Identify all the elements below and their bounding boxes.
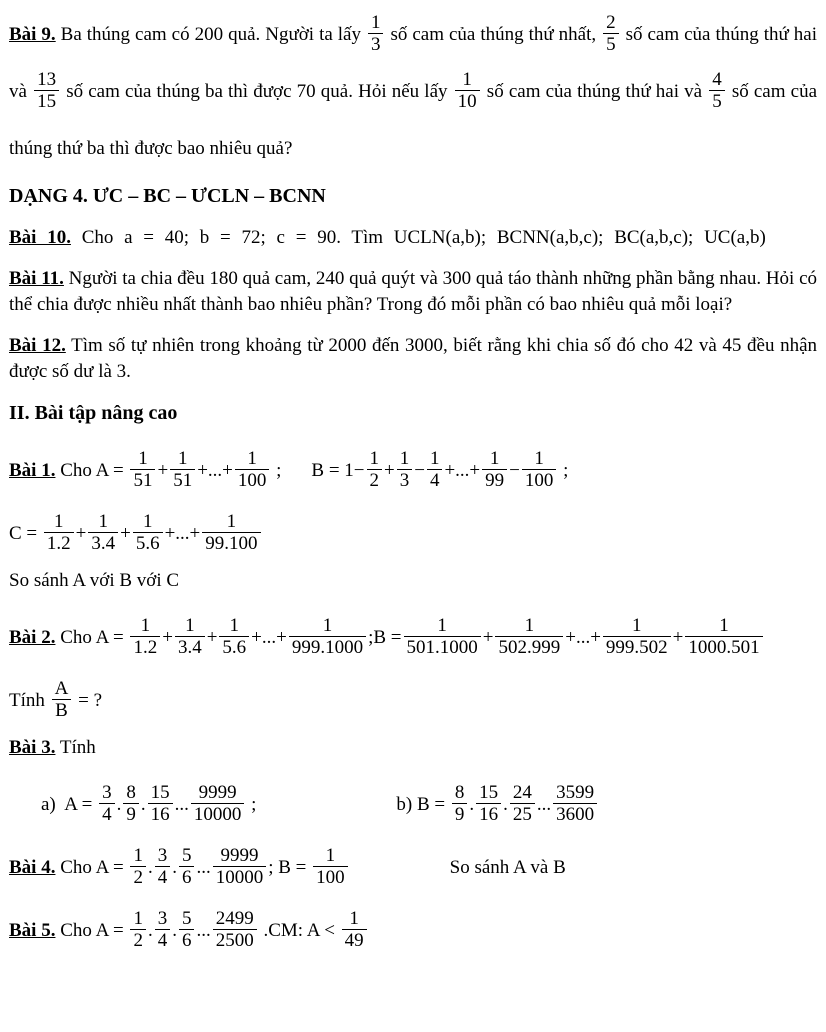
- problem-paragraph: [9, 266, 817, 318]
- fraction-denominator: 2: [133, 867, 143, 889]
- fraction-denominator: 6: [181, 867, 192, 889]
- spacer: [256, 809, 396, 810]
- fraction-denominator: 9: [454, 804, 465, 826]
- text-run: Người ta chia đều 180 quả cam, 240 quả quýt và 300 quả táo thành những phần bằng nhau. Hỏi có thể chia được nhiều nhất thành bao nhiêu phần? Trong đó mỗi phần có bao nhiêu quả mỗi loại?: [9, 268, 818, 315]
- fraction-denominator: 2: [133, 930, 143, 952]
- fraction-numerator: A: [52, 678, 72, 700]
- fraction: [130, 845, 146, 889]
- text-run: .: [172, 920, 177, 941]
- fraction-numerator: 1: [219, 615, 249, 637]
- fraction-numerator: 5: [179, 908, 195, 930]
- paragraph: [9, 672, 817, 729]
- fraction-denominator: 9: [126, 804, 136, 826]
- fraction-numerator: 1: [482, 448, 507, 470]
- fraction-numerator: 1: [313, 845, 348, 867]
- fraction: [397, 448, 413, 492]
- fraction: [603, 615, 671, 659]
- problem-label: Bài 3.: [9, 737, 56, 758]
- text-run: +: [384, 460, 395, 481]
- problem-paragraph: [9, 442, 817, 499]
- fraction-denominator: 999.502: [605, 637, 668, 659]
- paragraph: [9, 568, 817, 594]
- fraction: [52, 678, 72, 722]
- fraction-denominator: 4: [102, 804, 112, 826]
- fraction-numerator: 1: [522, 448, 557, 470]
- fraction-numerator: 8: [452, 782, 468, 804]
- fraction-numerator: 1: [367, 448, 383, 470]
- fraction-numerator: 1: [130, 908, 146, 930]
- fraction: [44, 511, 74, 555]
- text-run: .: [116, 794, 122, 815]
- fraction: [367, 448, 383, 492]
- fraction-numerator: 9999: [213, 845, 267, 867]
- section-heading: II. Bài tập nâng cao: [9, 402, 178, 424]
- spacer: [281, 475, 311, 476]
- text-run: Cho A =: [55, 920, 129, 941]
- fraction: [155, 908, 171, 952]
- fraction: [452, 782, 468, 826]
- fraction-numerator: 1: [235, 448, 270, 470]
- fraction: [191, 782, 245, 826]
- text-run: .: [147, 857, 153, 878]
- fraction-numerator: 1: [289, 615, 366, 637]
- fraction: [522, 448, 557, 492]
- fraction-numerator: 1: [397, 448, 413, 470]
- fraction: [99, 782, 115, 826]
- fraction: [179, 845, 195, 889]
- fraction: [603, 12, 619, 56]
- fraction-numerator: 1: [130, 845, 146, 867]
- text-run: ;: [271, 460, 282, 481]
- text-run: So sánh A và B: [449, 857, 566, 878]
- fraction-denominator: 1.2: [133, 637, 158, 659]
- text-run: .: [469, 794, 475, 815]
- text-run: số cam của thúng thứ hai và: [9, 24, 817, 102]
- fraction-numerator: 1: [44, 511, 74, 533]
- text-run: Tính: [9, 690, 50, 711]
- fraction-denominator: 100: [524, 470, 554, 492]
- fraction-numerator: 1: [202, 511, 260, 533]
- problem-paragraph: [9, 333, 817, 385]
- problem-label: Bài 5.: [9, 920, 56, 941]
- fraction-numerator: 1: [88, 511, 118, 533]
- fraction-numerator: 8: [123, 782, 139, 804]
- problem-paragraph: [9, 6, 817, 177]
- text-run: ;: [246, 794, 257, 815]
- fraction-denominator: 4: [157, 867, 168, 889]
- text-run: Ba thúng cam có 200 quả. Người ta lấy: [55, 24, 366, 45]
- fraction-numerator: 3: [155, 845, 171, 867]
- text-run: +...+: [197, 460, 233, 481]
- paragraph: [9, 776, 817, 833]
- text-run: So sánh A với B với C: [9, 570, 180, 591]
- text-run: +...+: [251, 627, 287, 648]
- fraction: [495, 615, 563, 659]
- text-run: ...: [196, 920, 211, 941]
- text-run: .: [140, 794, 146, 815]
- fraction: [368, 12, 384, 56]
- fraction-denominator: 5: [712, 91, 722, 113]
- text-run: ; B =: [268, 857, 312, 878]
- fraction-denominator: 501.1000: [406, 637, 478, 659]
- text-run: Cho A =: [55, 627, 129, 648]
- problem-label: Bài 11.: [9, 268, 64, 289]
- fraction-denominator: 10: [457, 91, 477, 113]
- fraction: [219, 615, 249, 659]
- fraction: [313, 845, 348, 889]
- fraction-numerator: 1: [368, 12, 384, 34]
- fraction-denominator: B: [55, 700, 68, 722]
- problem-label: Bài 9.: [9, 24, 56, 45]
- fraction-numerator: 2: [603, 12, 619, 34]
- fraction: [148, 782, 173, 826]
- fraction-numerator: 2499: [213, 908, 257, 930]
- fraction: [133, 511, 163, 555]
- text-run: số cam của thúng thứ ba thì được bao nhiêu quả?: [9, 81, 818, 159]
- fraction-denominator: 99.100: [205, 533, 258, 555]
- text-run: .: [172, 857, 177, 878]
- text-run: +: [120, 523, 131, 544]
- problem-label: Bài 1.: [9, 460, 56, 481]
- text-run: +: [206, 627, 218, 648]
- fraction-numerator: 4: [709, 69, 725, 91]
- fraction-denominator: 999.1000: [291, 637, 364, 659]
- fraction: [455, 69, 480, 113]
- fraction-numerator: 1: [342, 908, 367, 930]
- text-run: số cam của thúng thứ nhất,: [385, 24, 602, 45]
- fraction-numerator: 1: [685, 615, 762, 637]
- text-run: −: [414, 460, 425, 481]
- text-run: +: [157, 460, 169, 481]
- text-run: Cho a = 40; b = 72; c = 90. Tìm UCLN(a,b); BCNN(a,b,c); BC(a,b,c); UC(a,b): [70, 227, 766, 248]
- problem-label: Bài 2.: [9, 627, 56, 648]
- fraction: [476, 782, 501, 826]
- fraction-numerator: 1: [455, 69, 480, 91]
- fraction-denominator: 3600: [556, 804, 595, 826]
- fraction: [289, 615, 366, 659]
- fraction-denominator: 502.999: [498, 637, 561, 659]
- text-run: +: [482, 627, 494, 648]
- fraction: [123, 782, 139, 826]
- fraction-denominator: 3.4: [177, 637, 202, 659]
- fraction-denominator: 25: [512, 804, 532, 826]
- text-run: Cho A =: [55, 460, 129, 481]
- fraction: [202, 511, 260, 555]
- fraction-denominator: 99: [485, 470, 505, 492]
- fraction-numerator: 24: [510, 782, 535, 804]
- fraction-denominator: 1000.501: [688, 637, 760, 659]
- fraction-denominator: 5.6: [222, 637, 247, 659]
- fraction-numerator: 1: [495, 615, 563, 637]
- text-run: ;B =: [368, 627, 402, 648]
- document-body: [9, 6, 817, 959]
- text-run: +...+: [164, 523, 201, 544]
- problem-label: Bài 12.: [9, 335, 66, 356]
- text-run: .: [147, 920, 153, 941]
- fraction: [553, 782, 597, 826]
- fraction-denominator: 16: [479, 804, 499, 826]
- fraction-denominator: 5: [606, 34, 616, 56]
- fraction-numerator: 9999: [191, 782, 245, 804]
- fraction-denominator: 10000: [193, 804, 242, 826]
- fraction: [88, 511, 118, 555]
- paragraph: [9, 505, 817, 562]
- fraction: [175, 615, 205, 659]
- text-run: B = 1−: [311, 460, 365, 481]
- fraction: [235, 448, 270, 492]
- text-run: .: [503, 794, 508, 815]
- fraction-numerator: 1: [175, 615, 205, 637]
- fraction: [510, 782, 535, 826]
- fraction: [213, 908, 257, 952]
- text-run: Tìm số tự nhiên trong khoảng từ 2000 đến 3000, biết rằng khi chia số đó cho 42 và 45 đều nhận được số dư là 3.: [9, 335, 818, 382]
- fraction: [170, 448, 195, 492]
- fraction-numerator: 5: [179, 845, 195, 867]
- fraction: [130, 448, 155, 492]
- text-run: ...: [536, 794, 552, 815]
- fraction-denominator: 1.2: [46, 533, 71, 555]
- fraction-denominator: 2: [369, 470, 380, 492]
- fraction: [155, 845, 171, 889]
- fraction-denominator: 6: [181, 930, 192, 952]
- text-run: số cam của thúng ba thì được 70 quả. Hỏi nếu lấy: [61, 81, 453, 102]
- fraction-denominator: 3: [399, 470, 410, 492]
- section-heading: DẠNG 4. ƯC – BC – ƯCLN – BCNN: [9, 185, 326, 207]
- text-run: ...: [196, 857, 211, 878]
- fraction: [130, 615, 160, 659]
- fraction: [427, 448, 443, 492]
- text-run: ...: [174, 794, 189, 815]
- fraction: [213, 845, 267, 889]
- text-run: = ?: [73, 690, 103, 711]
- problem-paragraph: [9, 902, 817, 959]
- fraction: [342, 908, 367, 952]
- text-run: b) B =: [396, 794, 450, 815]
- fraction-numerator: 1: [404, 615, 481, 637]
- fraction-numerator: 3: [155, 908, 171, 930]
- fraction-denominator: 51: [173, 470, 193, 492]
- fraction: [709, 69, 725, 113]
- problem-paragraph: [9, 225, 817, 251]
- text-run: +: [672, 627, 684, 648]
- fraction-numerator: 1: [427, 448, 443, 470]
- fraction: [482, 448, 507, 492]
- fraction-denominator: 4: [157, 930, 168, 952]
- fraction-denominator: 5.6: [135, 533, 160, 555]
- text-run: C =: [9, 523, 42, 544]
- problem-paragraph: [9, 609, 817, 666]
- problem-paragraph: [9, 839, 817, 896]
- text-run: +...+: [565, 627, 601, 648]
- fraction: [34, 69, 59, 113]
- text-run: +...+: [444, 460, 481, 481]
- fraction-denominator: 4: [429, 470, 440, 492]
- fraction-denominator: 49: [344, 930, 364, 952]
- fraction: [130, 908, 146, 952]
- fraction-numerator: 1: [170, 448, 195, 470]
- fraction-denominator: 100: [237, 470, 267, 492]
- spacer: [350, 872, 450, 873]
- fraction-denominator: 3: [370, 34, 381, 56]
- fraction-denominator: 16: [150, 804, 170, 826]
- fraction: [685, 615, 762, 659]
- text-run: Tính: [55, 737, 96, 758]
- fraction-denominator: 15: [37, 91, 57, 113]
- fraction-numerator: 1: [130, 615, 160, 637]
- fraction-denominator: 100: [316, 867, 345, 889]
- fraction-numerator: 3: [99, 782, 115, 804]
- text-run: số cam của thúng thứ hai và: [481, 81, 708, 102]
- text-run: Cho A =: [55, 857, 129, 878]
- fraction-numerator: 1: [130, 448, 155, 470]
- text-run: +: [75, 523, 87, 544]
- problem-label: Bài 10.: [9, 227, 71, 248]
- fraction-numerator: 1: [603, 615, 671, 637]
- text-run: a) A =: [41, 794, 98, 815]
- fraction-numerator: 3599: [553, 782, 597, 804]
- fraction-numerator: 1: [133, 511, 163, 533]
- problem-paragraph: [9, 735, 817, 761]
- fraction-denominator: 2500: [215, 930, 254, 952]
- fraction-denominator: 10000: [215, 867, 264, 889]
- fraction-numerator: 15: [148, 782, 173, 804]
- problem-label: Bài 4.: [9, 857, 56, 878]
- text-run: −: [509, 460, 520, 481]
- text-run: +: [162, 627, 173, 648]
- text-run: ;: [558, 460, 569, 481]
- fraction-numerator: 15: [476, 782, 501, 804]
- fraction-denominator: 51: [133, 470, 153, 492]
- fraction-denominator: 3.4: [91, 533, 116, 555]
- text-run: .CM: A <: [258, 920, 340, 941]
- fraction: [404, 615, 481, 659]
- fraction: [179, 908, 195, 952]
- fraction-numerator: 13: [34, 69, 59, 91]
